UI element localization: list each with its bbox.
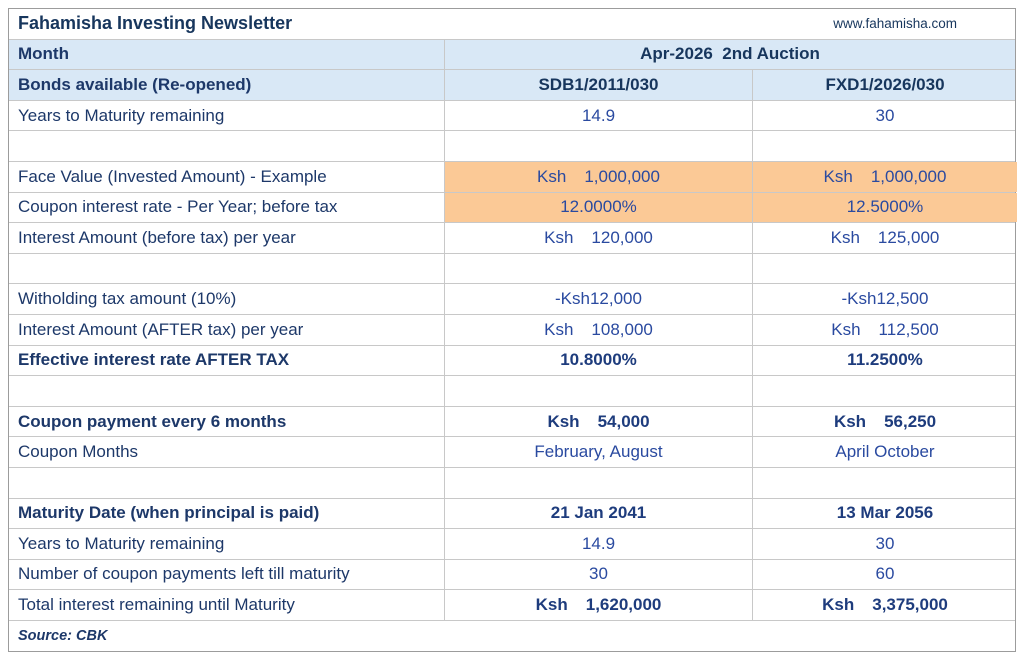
row-label: Interest Amount (AFTER tax) per year — [18, 319, 304, 339]
cell-value: 11.2500% — [847, 350, 923, 370]
row-label: Coupon interest rate - Per Year; before tax — [18, 197, 338, 217]
value-cell-fxd — [752, 529, 1017, 559]
value-cell-sdb — [444, 590, 752, 620]
cell-value: -Ksh12,500 — [841, 289, 929, 309]
row-label — [9, 468, 444, 498]
currency-symbol: Ksh — [544, 227, 574, 247]
cell-value: 3,375,000 — [872, 595, 948, 615]
row-label: Number of coupon payments left till maturity — [18, 564, 350, 584]
empty-row — [9, 468, 1015, 499]
table-row — [9, 407, 1015, 438]
cell-value: 30 — [875, 533, 895, 553]
cell-value: -Ksh12,000 — [555, 289, 642, 309]
cell-value: 1,000,000 — [870, 166, 947, 186]
month-row — [9, 40, 1015, 71]
row-label: Years to Maturity remaining — [18, 533, 225, 553]
month-label: Month — [18, 44, 69, 64]
website-url: www.fahamisha.com — [833, 16, 957, 32]
cell-value: 30 — [875, 105, 895, 125]
data-rows — [9, 101, 1015, 621]
cell-value: 1,000,000 — [584, 166, 660, 186]
table-row — [9, 101, 1015, 132]
newsletter-title: Fahamisha Investing Newsletter — [18, 13, 293, 34]
row-label: Coupon payment every 6 months — [18, 411, 287, 431]
cell-value: 14.9 — [581, 533, 616, 553]
value-cell-sdb — [444, 407, 752, 437]
cell-value: February, August — [534, 442, 663, 462]
value-cell-sdb — [444, 131, 752, 161]
cell-value: 112,500 — [878, 319, 939, 339]
value-cell-fxd — [752, 560, 1017, 590]
cell-value: 13 Mar 2056 — [836, 503, 934, 523]
bonds-label: Bonds available (Re-opened) — [18, 74, 252, 94]
value-cell-fxd — [752, 468, 1017, 498]
cell-value: 60 — [875, 564, 895, 584]
auction-header: Apr-2026 2nd Auction — [444, 40, 1015, 70]
newsletter-table — [8, 8, 1016, 652]
value-cell-fxd — [752, 284, 1017, 314]
empty-row — [9, 376, 1015, 407]
cell-value: 125,000 — [877, 227, 940, 247]
table-row — [9, 315, 1015, 346]
cell-value: 120,000 — [591, 227, 653, 247]
value-cell-fxd — [752, 437, 1017, 467]
empty-row — [9, 131, 1015, 162]
cell-value: 108,000 — [591, 319, 653, 339]
row-label: Witholding tax amount (10%) — [18, 289, 237, 309]
currency-symbol: Ksh — [831, 319, 861, 339]
cell-value: 12.0000% — [560, 197, 637, 217]
row-label: Years to Maturity remaining — [18, 105, 225, 125]
row-label: Maturity Date (when principal is paid) — [18, 503, 320, 523]
row-label: Face Value (Invested Amount) - Example — [18, 166, 327, 186]
table-row — [9, 437, 1015, 468]
value-cell-sdb — [444, 254, 752, 284]
bond-name-fxd: FXD1/2026/030 — [752, 70, 1017, 100]
table-row — [9, 284, 1015, 315]
value-cell-fxd — [752, 254, 1017, 284]
cell-value: 1,620,000 — [585, 595, 662, 615]
currency-symbol: Ksh — [537, 166, 567, 186]
table-row — [9, 346, 1015, 377]
cell-value: 56,250 — [884, 411, 937, 431]
cell-value: 12.5000% — [846, 197, 924, 217]
table-row — [9, 162, 1015, 193]
value-cell-fxd — [752, 407, 1017, 437]
bond-name-sdb: SDB1/2011/030 — [444, 70, 752, 100]
row-label: Total interest remaining until Maturity — [18, 595, 295, 615]
table-row — [9, 193, 1015, 224]
cell-value: 10.8000% — [560, 350, 637, 370]
currency-symbol: Ksh — [547, 411, 580, 431]
value-cell-sdb — [444, 468, 752, 498]
cell-value: 21 Jan 2041 — [550, 503, 647, 523]
cell-value: 54,000 — [597, 411, 650, 431]
value-cell-fxd — [752, 499, 1017, 529]
row-label: Interest Amount (before tax) per year — [18, 227, 296, 247]
cell-value: 30 — [589, 564, 608, 584]
value-cell-sdb — [444, 315, 752, 345]
currency-symbol: Ksh — [822, 595, 855, 615]
value-cell-sdb — [444, 101, 752, 131]
table-row — [9, 560, 1015, 591]
currency-symbol: Ksh — [535, 595, 568, 615]
table-row — [9, 223, 1015, 254]
value-cell-sdb — [444, 284, 752, 314]
value-cell-sdb — [444, 560, 752, 590]
value-cell-fxd — [752, 162, 1017, 192]
value-cell-sdb — [444, 223, 752, 253]
row-label — [9, 376, 444, 406]
cell-value: April October — [835, 442, 935, 462]
row-label — [9, 131, 444, 161]
currency-symbol: Ksh — [544, 319, 574, 339]
empty-row — [9, 254, 1015, 285]
value-cell-fxd — [752, 590, 1017, 620]
value-cell-fxd — [752, 101, 1017, 131]
cell-value: 14.9 — [581, 105, 616, 125]
table-row — [9, 590, 1015, 621]
currency-symbol: Ksh — [833, 411, 867, 431]
value-cell-sdb — [444, 193, 752, 223]
table-row — [9, 529, 1015, 560]
bonds-row — [9, 70, 1015, 101]
source-note: Source: CBK — [18, 628, 108, 645]
row-label: Effective interest rate AFTER TAX — [18, 350, 290, 370]
value-cell-fxd — [752, 131, 1017, 161]
value-cell-sdb — [444, 529, 752, 559]
value-cell-fxd — [752, 346, 1017, 376]
value-cell-sdb — [444, 376, 752, 406]
table-row — [9, 499, 1015, 530]
currency-symbol: Ksh — [830, 227, 860, 247]
row-label: Coupon Months — [18, 442, 139, 462]
currency-symbol: Ksh — [823, 166, 853, 186]
row-label — [9, 254, 444, 284]
value-cell-fxd — [752, 193, 1017, 223]
value-cell-fxd — [752, 315, 1017, 345]
value-cell-fxd — [752, 376, 1017, 406]
source-row — [9, 621, 1015, 652]
value-cell-sdb — [444, 162, 752, 192]
value-cell-sdb — [444, 499, 752, 529]
value-cell-sdb — [444, 346, 752, 376]
value-cell-fxd — [752, 223, 1017, 253]
title-row — [9, 9, 1015, 40]
value-cell-sdb — [444, 437, 752, 467]
